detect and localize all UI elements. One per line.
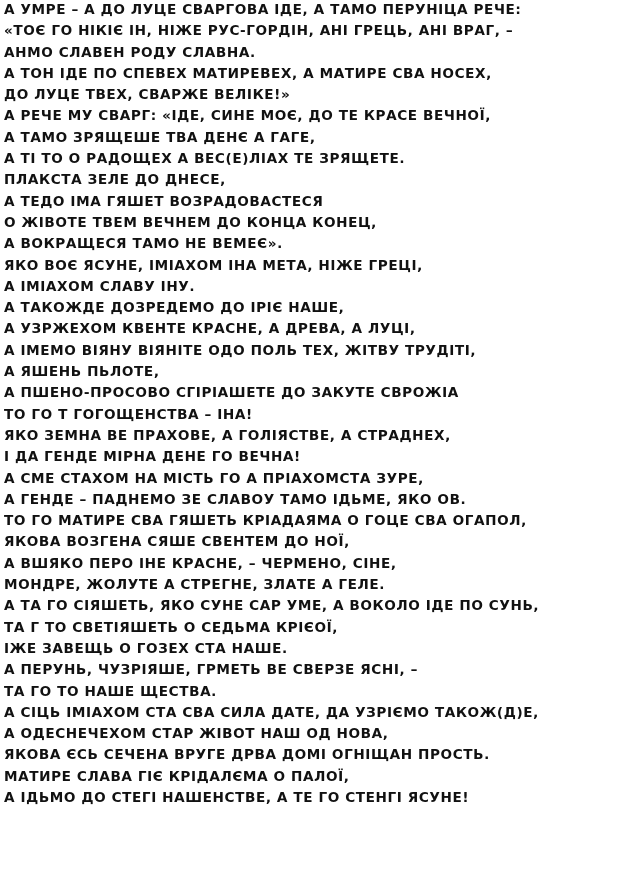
- text-line: ТА ГО ТО НАШЕ ЩЕСТВА.: [4, 683, 217, 700]
- text-line: А ТАКОЖДЕ ДОЗРЕДЕМО ДО ІРІЄ НАШЕ,: [4, 300, 345, 317]
- text-line: ЯКО ВОЄ ЯСУНЕ, ІМІАХОМ ІНА МЕТА, НІЖЕ ГРЕЦІ,: [4, 257, 423, 274]
- text-line: ІЖЕ ЗАВЕЩЬ О ГОЗЕХ СТА НАШЕ.: [4, 640, 288, 657]
- text-line: ТО ГО МАТИРЕ СВА ГЯШЕТЬ КРІАДАЯМА О ГОЦЕ СВА ОГАПОЛ,: [4, 513, 527, 530]
- text-line: А СМЕ СТАХОМ НА МІСТЬ ГО А ПРІАХОМСТА ЗУРЕ,: [4, 470, 424, 487]
- text-line: А РЕЧЕ МУ СВАРГ: «ІДЕ, СИНЕ МОЄ, ДО ТЕ КРАСЕ ВЕЧНОЇ,: [4, 108, 491, 125]
- text-line: А ПЕРУНЬ, ЧУЗРІЯШЕ, ГРМЕТЬ ВЕ СВЕРЗЕ ЯСНІ, –: [4, 662, 419, 679]
- text-line: МОНДРЕ, ЖОЛУТЕ А СТРЕГНЕ, ЗЛАТЕ А ГЕЛЕ.: [4, 577, 386, 594]
- text-line: А ВОКРАЩЕСЯ ТАМО НЕ ВЕМЕЄ».: [4, 236, 283, 253]
- text-line: ЯКОВА ЄСЬ СЕЧЕНА ВРУГЕ ДРВА ДОМІ ОГНІЩАН ПРОСТЬ.: [4, 747, 490, 764]
- text-line: А ЯШЕНЬ ПЬЛОТЕ,: [4, 364, 160, 381]
- text-line: І ДА ГЕНДЕ МІРНА ДЕНЕ ГО ВЕЧНА!: [4, 449, 301, 466]
- text-line: ЯКОВА ВОЗГЕНА СЯШЕ СВЕНТЕМ ДО НОЇ,: [4, 534, 350, 551]
- text-line: А ІМЕМО ВІЯНУ ВІЯНІТЕ ОДО ПОЛЬ ТЕХ, ЖІТВУ ТРУДІТІ,: [4, 342, 477, 359]
- verse-text: [4, 0, 616, 809]
- text-line: МАТИРЕ СЛАВА ГІЄ КРІДАЛЄМА О ПАЛОЇ,: [4, 768, 350, 785]
- text-line: А ТІ ТО О РАДОЩЕХ А ВЕС(Е)ЛІАХ ТЕ ЗРЯЩЕТЕ.: [4, 151, 406, 168]
- text-line: А ІДЬМО ДО СТЕГІ НАШЕНСТВЕ, А ТЕ ГО СТЕНГІ ЯСУНЕ!: [4, 789, 470, 806]
- text-line: А ІМІАХОМ СЛАВУ ІНУ.: [4, 278, 196, 295]
- text-line: ТО ГО Т ГОГОЩЕНСТВА – ІНА!: [4, 406, 253, 423]
- text-line: А ТА ГО СІЯШЕТЬ, ЯКО СУНЕ САР УМЕ, А ВОКОЛО ІДЕ ПО СУНЬ,: [4, 598, 540, 615]
- text-line: А ТАМО ЗРЯЩЕШЕ ТВА ДЕНЄ А ГАГЕ,: [4, 129, 316, 146]
- text-line: А ПШЕНО-ПРОСОВО СГІРІАШЕТЕ ДО ЗАКУТЕ СВРОЖІА: [4, 385, 459, 402]
- text-line: «ТОЄ ГО НІКІЄ ІН, НІЖЕ РУС-ГОРДІН, АНІ ГРЕЦЬ, АНІ ВРАГ, –: [4, 23, 514, 40]
- text-line: А УЗРЖЕХОМ КВЕНТЕ КРАСНЕ, А ДРЕВА, А ЛУЦІ,: [4, 321, 416, 338]
- text-line: А ТЕДО ІМА ГЯШЕТ ВОЗРАДОВАСТЕСЯ: [4, 193, 324, 210]
- text-line: ПЛАКСТА ЗЕЛЕ ДО ДНЕСЕ,: [4, 172, 226, 189]
- text-line: А СІЦЬ ІМІАХОМ СТА СВА СИЛА ДАТЕ, ДА УЗРІЄМО ТАКОЖ(Д)Е,: [4, 704, 539, 721]
- text-line: А УМРЕ – А ДО ЛУЦЕ СВАРГОВА ІДЕ, А ТАМО ПЕРУНІЦА РЕЧЕ:: [4, 2, 522, 18]
- text-line: А ТОН ІДЕ ПО СПЕВЕХ МАТИРЕВЕХ, А МАТИРЕ СВА НОСЕХ,: [4, 65, 492, 82]
- text-line: А ГЕНДЕ – ПАДНЕМО ЗЕ СЛАВОУ ТАМО ІДЬМЕ, ЯКО ОВ.: [4, 491, 467, 508]
- text-line: ДО ЛУЦЕ ТВЕХ, СВАРЖЕ ВЕЛІКЕ!»: [4, 87, 291, 104]
- text-line: АНМО СЛАВЕН РОДУ СЛАВНА.: [4, 44, 256, 61]
- text-line: А ОДЕСНЕЧЕХОМ СТАР ЖІВОТ НАШ ОД НОВА,: [4, 726, 389, 743]
- text-line: ЯКО ЗЕМНА ВЕ ПРАХОВЕ, А ГОЛІЯСТВЕ, А СТРАДНЕХ,: [4, 427, 451, 444]
- text-line: О ЖІВОТЕ ТВЕМ ВЕЧНЕМ ДО КОНЦА КОНЕЦ,: [4, 214, 377, 231]
- text-line: А ВШЯКО ПЕРО ІНЕ КРАСНЕ, – ЧЕРМЕНО, СІНЕ,: [4, 555, 397, 572]
- text-line: ТА Г ТО СВЕТІЯШЕТЬ О СЕДЬМА КРІЄОЇ,: [4, 619, 339, 636]
